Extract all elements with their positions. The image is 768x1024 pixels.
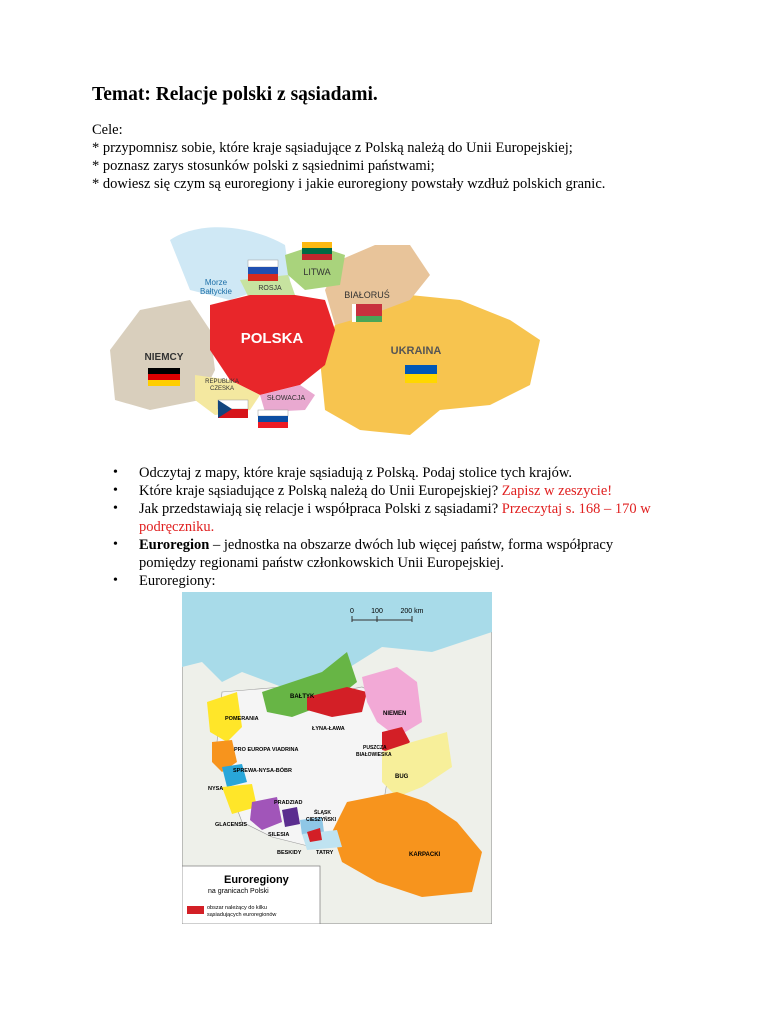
map-label-russia: ROSJA: [258, 285, 282, 292]
task-item: [113, 536, 673, 572]
slovakia-flag-icon: [258, 410, 288, 428]
russia-flag-icon: [248, 260, 278, 281]
map-label-slovakia: SŁOWACJA: [266, 395, 306, 402]
label-silesia: SILESIA: [268, 832, 290, 838]
label-baltyk: BAŁTYK: [290, 694, 315, 700]
germany-flag-icon: [148, 368, 180, 386]
label-pomerania: POMERANIA: [225, 716, 259, 722]
belarus-flag-icon: [352, 304, 382, 322]
task-text: – jednostka na obszarze dwóch lub więcej państw, forma współpracy pomiędzy regionami państw członkowskich Unii Europejskiej.: [139, 537, 614, 571]
label-glacensis: GLACENSIS: [215, 822, 248, 828]
label-slask-2: CIESZYŃSKI: [306, 817, 337, 823]
task-text: Jak przedstawiają się relacje i współpraca Polski z sąsiadami?: [139, 501, 502, 517]
label-beskidy: BESKIDY: [277, 850, 302, 856]
label-niemen: NIEMEN: [383, 711, 407, 717]
map-label-belarus: BIAŁORUŚ: [344, 290, 390, 300]
task-highlight: Zapisz w zeszycie!: [501, 483, 613, 499]
label-puszcza-1: PUSZCZA: [363, 745, 387, 751]
task-text: Odczytaj z mapy, które kraje sąsiadują z Polską. Podaj stolice tych krajów.: [139, 465, 572, 481]
map-label-germany: NIEMCY: [144, 352, 184, 363]
scale-label-0: 0: [350, 608, 354, 615]
lithuania-flag-icon: [302, 242, 332, 260]
task-item: [113, 572, 673, 590]
map-label-czech-2: CZESKA: [209, 386, 235, 392]
map-label-czech-1: REPUBLIKA: [205, 379, 239, 385]
label-tatry: TATRY: [316, 850, 334, 856]
goal-item: * poznasz zarys stosunków polski z sąsiednimi państwami;: [92, 158, 435, 174]
euroregions-map: [182, 592, 492, 924]
label-bug: BUG: [395, 774, 409, 780]
map-legend: [182, 866, 320, 924]
label-pradziad: PRADZIAD: [274, 800, 303, 806]
label-slask-1: ŚLĄSK: [314, 810, 331, 816]
scale-label-100: 100: [371, 608, 383, 615]
task-item: [113, 464, 673, 482]
legend-item-2: sąsiadujących euroregionów: [207, 912, 277, 918]
scale-label-200: 200 km: [400, 608, 424, 615]
map-label-poland: POLSKA: [240, 330, 304, 347]
map-label-lithuania: LITWA: [303, 267, 331, 277]
task-item: [113, 482, 673, 500]
ukraine-flag-icon: [405, 365, 437, 383]
legend-item-1: obszar należący do kilku: [207, 905, 267, 911]
label-lyna: ŁYNA-ŁAWA: [312, 726, 345, 732]
goal-item: * dowiesz się czym są euroregiony i jakie euroregiony powstały wzdłuż polskich granic.: [92, 176, 606, 192]
goals-label: Cele:: [92, 122, 123, 138]
goal-item: * przypomnisz sobie, które kraje sąsiadujące z Polską należą do Unii Europejskiej;: [92, 140, 573, 156]
task-item: [113, 500, 673, 536]
legend-title: Euroregiony: [224, 874, 289, 886]
label-nysa: NYSA: [208, 786, 224, 792]
map-label-ukraine: UKRAINA: [390, 345, 442, 357]
map-label-sea-1: Morze: [204, 278, 228, 287]
term-euroregion: Euroregion: [139, 537, 210, 553]
task-text: Które kraje sąsiadujące z Polską należą do Unii Europejskiej?: [139, 483, 502, 499]
legend-swatch: [187, 906, 204, 914]
task-list: [113, 464, 673, 590]
map-label-sea-2: Bałtyckie: [199, 287, 233, 296]
label-puszcza-2: BIAŁOWIESKA: [356, 752, 392, 758]
label-karpacki: KARPACKI: [409, 852, 441, 858]
page-title: Temat: Relacje polski z sąsiadami.: [92, 84, 378, 105]
region-pradziad-area: [282, 807, 300, 827]
legend-subtitle: na granicach Polski: [208, 888, 269, 895]
goals-section: [92, 121, 605, 193]
label-sprewa: SPREWA-NYSA-BÓBR: [233, 768, 292, 774]
neighbours-map: [110, 200, 550, 440]
task-text: Euroregiony:: [139, 573, 216, 589]
czech-flag-icon: [218, 400, 248, 418]
label-pro-europa: PRO EUROPA VIADRINA: [234, 747, 299, 753]
task-highlight: Przeczytaj s. 168 – 170 w podręczniku.: [139, 501, 651, 535]
